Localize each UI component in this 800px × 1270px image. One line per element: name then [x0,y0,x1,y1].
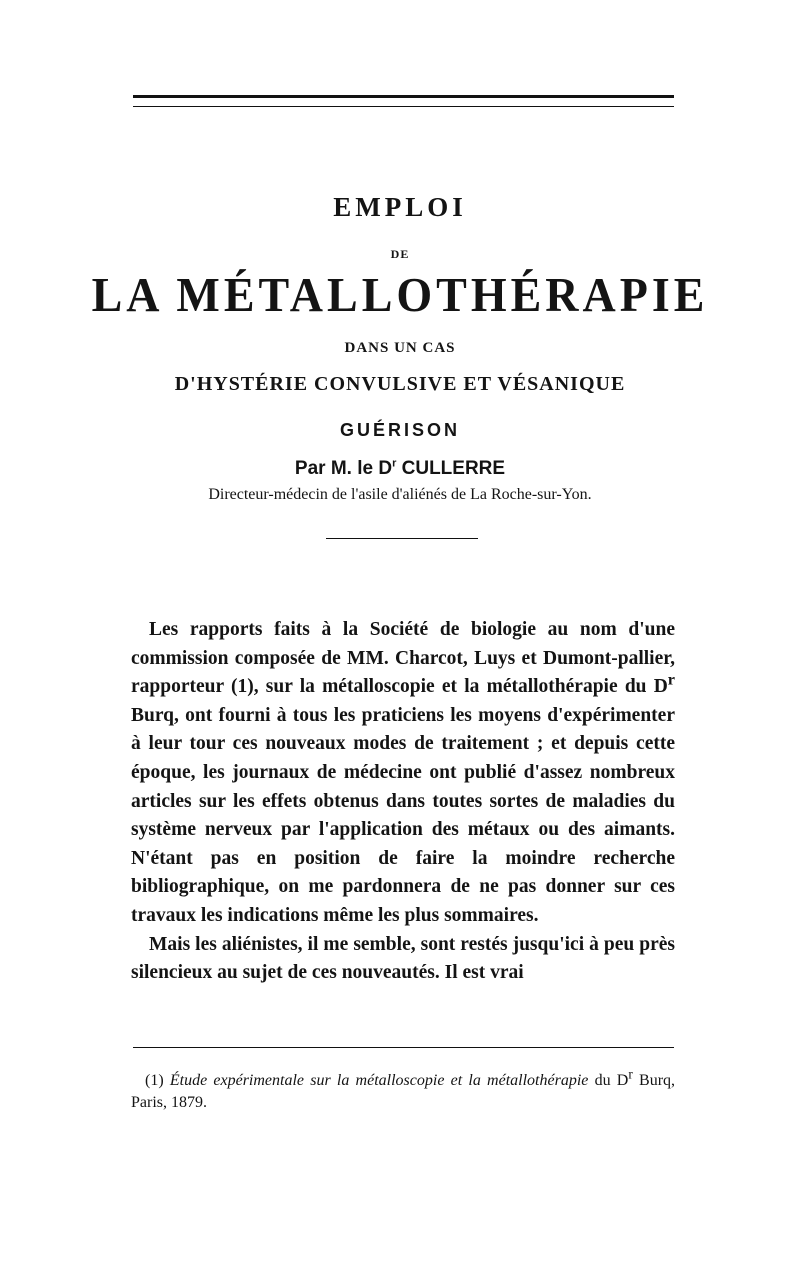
separator-rule [326,538,478,539]
footnote-rule [133,1047,674,1048]
paragraph-1-part-b: Burq, ont fourni à tous les praticiens les moyens d'expérimenter à leur tour ces nouveaux modes de traitement ; et depuis cette époque, les journaux de médecine ont publié d'assez nombreux articles sur les effets obtenus dans toutes sortes de maladies du système nerveux par l'application des métaux ou des aimants. N'étant pas en position de faire la moindre recherche bibliographique, on me pardonnera de ne pas donner sur ces travaux les indications même les plus sommaires. [131,704,675,926]
main-title: LA MÉTALLOTHÉRAPIE [91,267,709,322]
author-line [0,458,800,480]
heading-emploi: EMPLOI [333,192,467,222]
footnote [131,1066,676,1114]
paragraph-1-sup: r [667,670,675,689]
paragraph-1-part-a: Les rapports faits à la Société de biologie au nom d'une commission composée de MM. Charcot, Luys et Dumont-pallier, rapporteur (1), sur la métalloscopie et la métallothérapie du D [131,619,675,698]
subtitle: D'HYSTÉRIE CONVULSIVE ET VÉSANIQUE [174,373,626,395]
heading-dans: DANS UN CAS [344,340,456,356]
author-name: CULLERRE [396,458,506,479]
paragraph-1 [131,616,675,931]
paragraph-2: Mais les aliénistes, il me semble, sont restés jusqu'ici à peu près silencieux au sujet de ces nouveautés. Il est vrai [131,933,675,984]
heading-guerison: GUÉRISON [339,420,460,440]
footnote-sup: r [628,1066,633,1082]
body-text [131,616,675,988]
footnote-rest: Burq, Paris, 1879. [131,1072,676,1111]
footnote-number: (1) [145,1072,170,1089]
author-dr-sup: r [392,457,397,470]
footnote-mid: du D [588,1072,629,1089]
author-role: Directeur-médecin de l'asile d'aliénés de La Roche-sur-Yon. [208,486,592,503]
footnote-title: Étude expérimentale sur la métalloscopie et la métallothérapie [169,1072,589,1089]
heading-de: DE [390,247,410,261]
author-prefix: Par M. le D [294,458,393,479]
header-double-rule [133,95,674,107]
